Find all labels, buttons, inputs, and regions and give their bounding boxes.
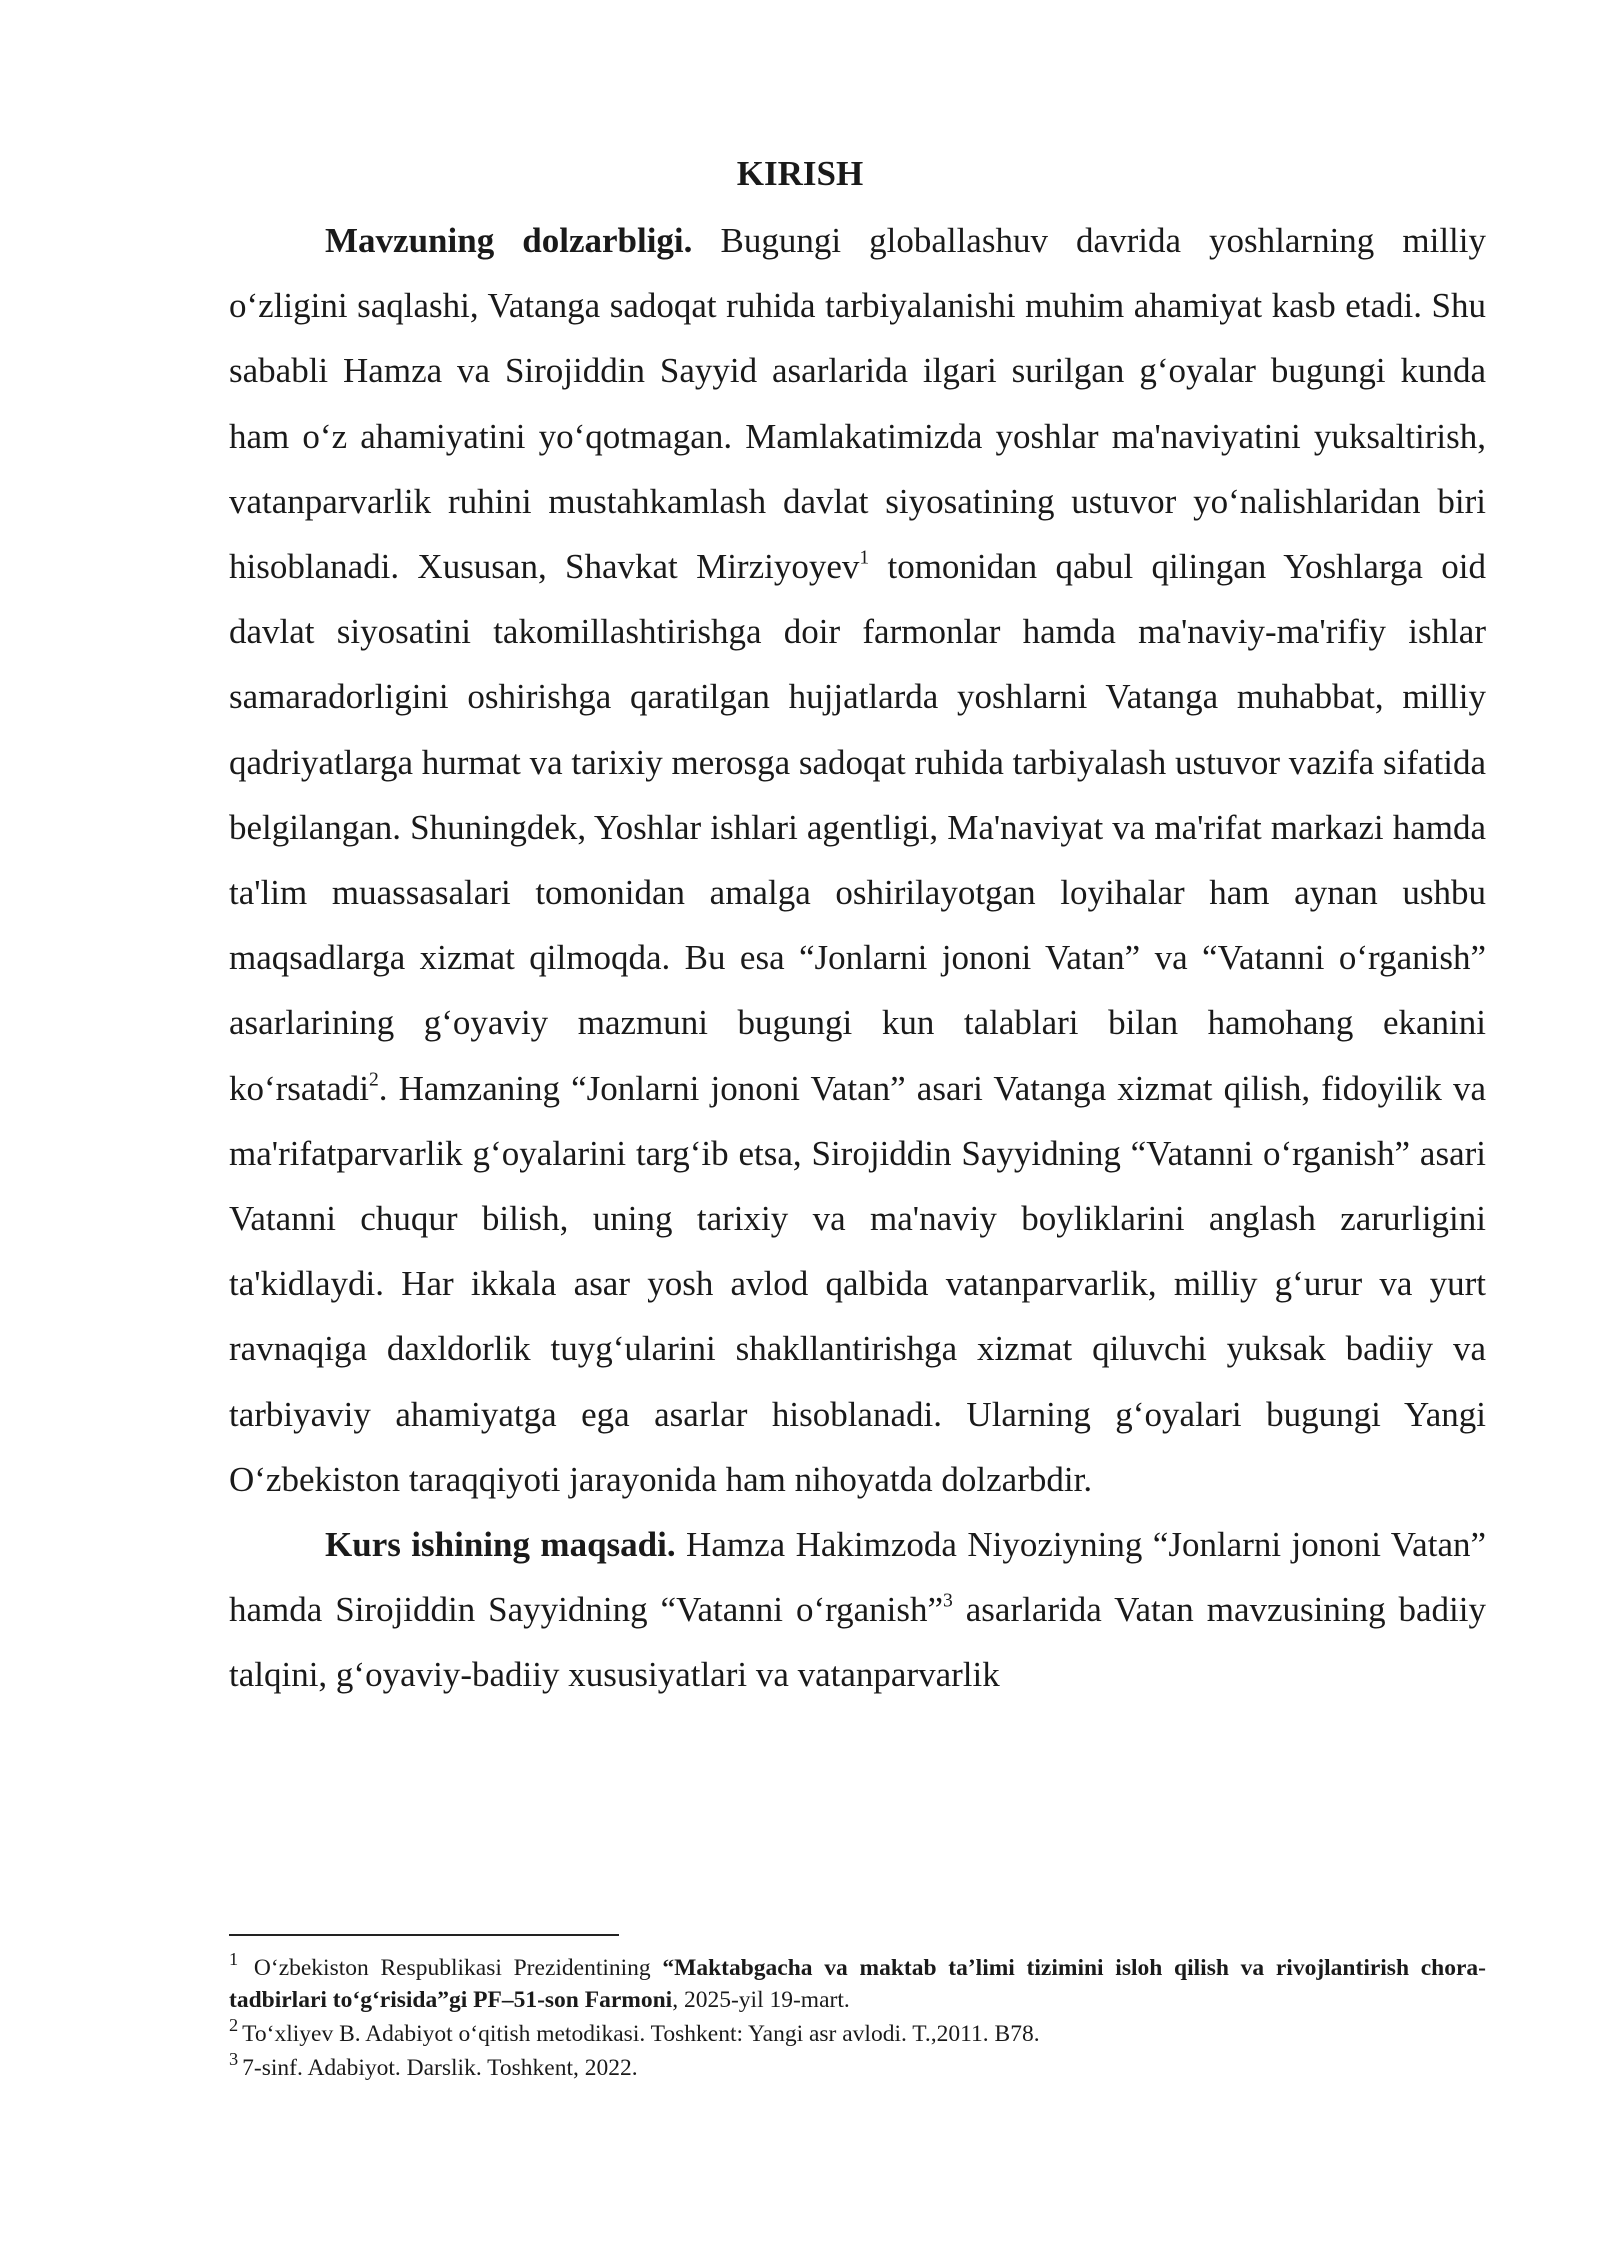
footnote-number: 2 xyxy=(229,2014,239,2035)
footnote-text: 7-sinf. Adabiyot. Darslik. Toshkent, 2022. xyxy=(242,2055,638,2081)
footnote-text: , 2025-yil 19-mart. xyxy=(672,1987,850,2013)
page-title: KIRISH xyxy=(736,154,864,193)
paragraph-text: Hamza Hakimzoda Niyoziyning “Jonlarni jononi Vatan” hamda Sirojiddin Sayyidning “Vatanni oʻrganish” xyxy=(229,1525,1487,1630)
paragraph-runin-heading: Kurs ishining maqsadi. xyxy=(325,1525,676,1565)
paragraph-text: Bugungi globallashuv davrida yoshlarning milliy oʻzligini saqlashi, Vatanga sadoqat ruhida tarbiyalanishi muhim ahamiyat kasb etadi. Shu sababli Hamza va Sirojiddin Sayyid asarlarida ilgari surilgan gʻoyalar bugungi kunda ham oʻz ahamiyatini yoʻqotmagan. Mamlakatimizda yoshlar ma'naviyatini yuksaltirish, vatanparvarlik ruhini mustahkamlash davlat siyosatining ustuvor yoʻnalishlaridan biri hisoblanadi. Xususan, Shavkat Mirziyoyev xyxy=(229,221,1486,587)
footnote-ref[interactable]: 3 xyxy=(943,1590,953,1612)
footnote-number: 3 xyxy=(229,2048,239,2069)
footnote-item xyxy=(229,1948,1486,2016)
paragraph-text: asarlarida Vatan mavzusining badiiy talqini, gʻoyaviy-badiiy xususiyatlari va vatanparvarlik xyxy=(229,1590,1486,1695)
footnote-ref[interactable]: 1 xyxy=(859,547,870,569)
footnote-ref[interactable]: 2 xyxy=(368,1068,379,1090)
footnote-item xyxy=(229,2014,1486,2050)
paragraph-runin-heading: Mavzuning dolzarbligi. xyxy=(325,221,693,260)
footnote-number: 1 xyxy=(229,1948,239,1969)
main-text xyxy=(229,208,1486,1708)
paragraph-aim xyxy=(229,1512,1486,1708)
paragraph-text: . Hamzaning “Jonlarni jononi Vatan” asari Vatanga xizmat qilish, fidoyilik va ma'rifatparvarlik gʻoyalarini targʻib etsa, Sirojiddin Sayyidning “Vatanni oʻrganish” asari Vatanni chuqur bilish, uning tarixiy va ma'naviy boyliklarini anglash zarurligini ta'kidlaydi. Har ikkala asar yosh avlod qalbida vatanparvarlik, milliy gʻurur va yurt ravnaqiga daxldorlik tuygʻularini shakllantirishga xizmat qiluvchi yuksak badiiy va tarbiyaviy ahamiyatga ega asarlar hisoblanadi. Ularning gʻoyalari bugungi Yangi Oʻzbekiston taraqqiyoti jarayonida ham nihoyatda dolzarbdir. xyxy=(229,1068,1486,1499)
footnote-item xyxy=(229,2048,1486,2084)
footnote-bold-title: “Maktabgacha va maktab ta’limi tizimini isloh qilish va rivojlantirish chora-tadbirlari toʻgʻrisida”gi PF–51-son Farmoni xyxy=(229,1955,1486,2013)
footnotes xyxy=(229,1948,1486,2086)
paragraph-text: tomonidan qabul qilingan Yoshlarga oid davlat siyosatini takomillashtirishga doir farmonlar hamda ma'naviy-ma'rifiy ishlar samaradorligini oshirishga qaratilgan hujjatlarda yoshlarni Vatanga muhabbat, milliy qadriyatlarga hurmat va tarixiy merosga sadoqat ruhida tarbiyalash ustuvor vazifa sifatida belgilangan. Shuningdek, Yoshlar ishlari agentligi, Ma'naviyat va ma'rifat markazi hamda ta'lim muassasalari tomonidan amalga oshirilayotgan loyihalar ham aynan ushbu maqsadlarga xizmat qilmoqda. Bu esa “Jonlarni jononi Vatan” va “Vatanni oʻrganish” asarlarining gʻoyaviy mazmuni bugungi kun talablari bilan hamohang ekanini koʻrsatadi xyxy=(229,547,1486,1108)
footnote-text: Oʻzbekiston Respublikasi Prezidentining xyxy=(242,1955,663,1981)
paragraph-relevance xyxy=(229,208,1486,1512)
footnote-text: Toʻxliyev B. Adabiyot oʻqitish metodikasi. Toshkent: Yangi asr avlodi. T.,2011. B78. xyxy=(242,2021,1040,2047)
footnote-separator xyxy=(229,1934,619,1936)
